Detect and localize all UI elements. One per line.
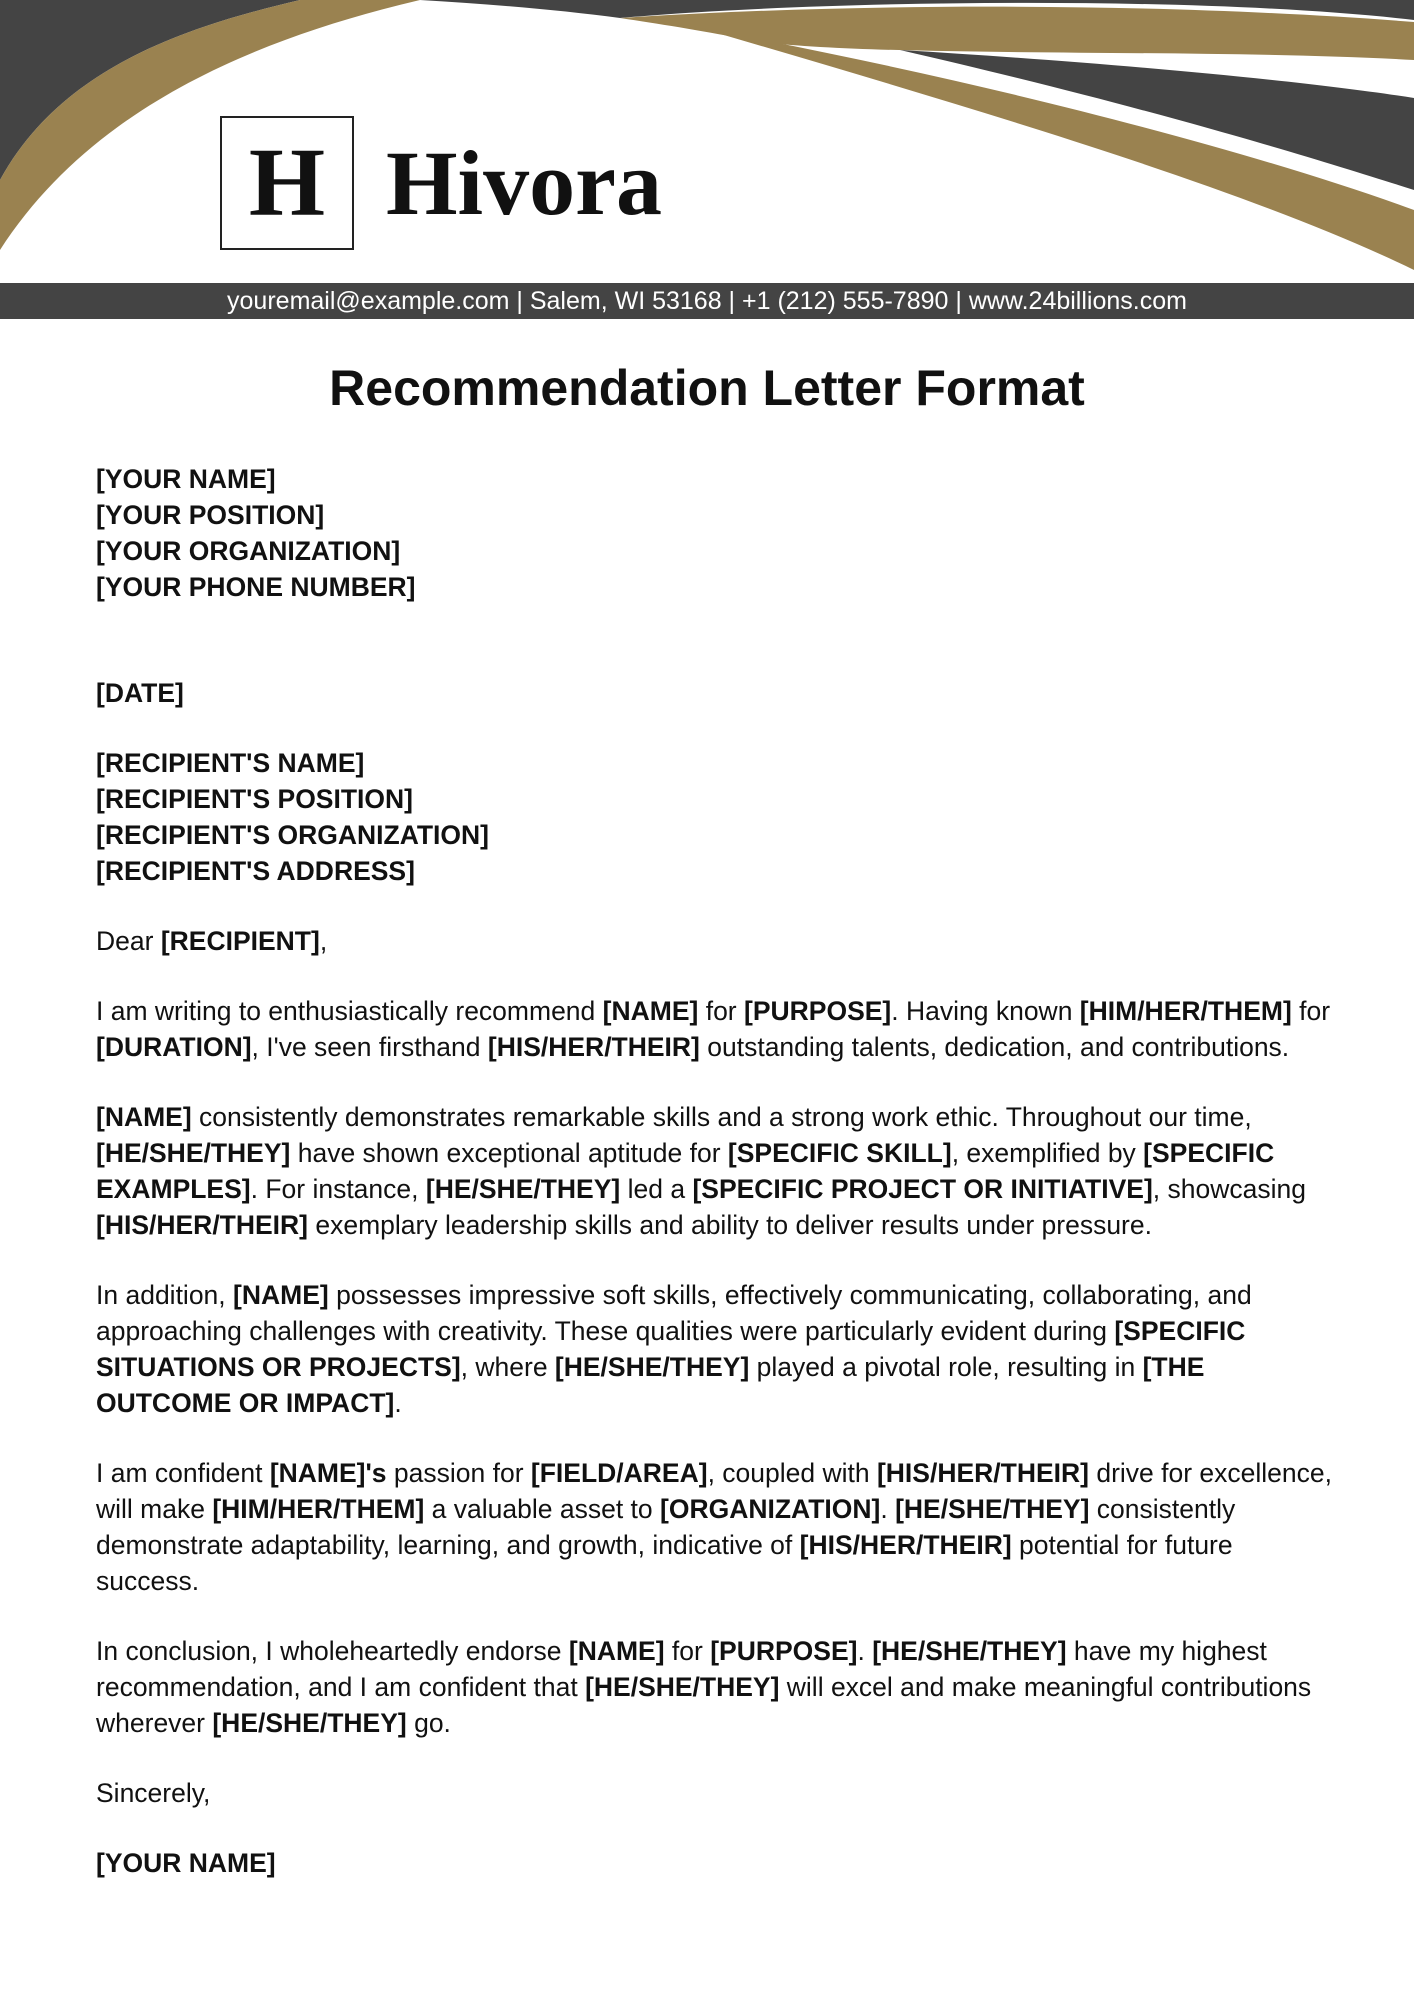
contact-separator: |	[721, 286, 742, 315]
text-run: .	[857, 1636, 873, 1666]
text-run: , coupled with	[707, 1458, 877, 1488]
text-run: , exemplified by	[951, 1138, 1144, 1168]
sender-organization: [YOUR ORGANIZATION]	[96, 536, 401, 566]
logo-letter: H	[248, 129, 326, 237]
text-run: for	[698, 996, 744, 1026]
closing	[96, 1775, 1336, 1811]
header-dark-swoosh-lower	[900, 50, 1414, 190]
placeholder-field: [NAME]	[233, 1280, 329, 1310]
placeholder-field: [NAME]	[96, 1102, 192, 1132]
text-run: will excel and make meaningful contributions wherever	[96, 1672, 1312, 1738]
recipient-block	[96, 745, 1336, 889]
text-run: possesses impressive soft skills, effectively communicating, collaborating, and approaching challenges with creativity. These qualities were particularly evident during	[96, 1280, 1252, 1346]
text-run: led a	[620, 1174, 693, 1204]
text-run: In addition,	[96, 1280, 234, 1310]
placeholder-field: [SPECIFIC PROJECT OR INITIATIVE]	[692, 1174, 1153, 1204]
recipient-position: [RECIPIENT'S POSITION]	[96, 784, 413, 814]
text-run: consistently demonstrate adaptability, learning, and growth, indicative of	[96, 1494, 1236, 1560]
body-paragraph	[96, 1455, 1336, 1599]
recipient-organization: [RECIPIENT'S ORGANIZATION]	[96, 820, 489, 850]
sender-block	[96, 461, 1336, 605]
text-run: drive for excellence, will make	[96, 1458, 1332, 1524]
placeholder-field: [HIS/HER/THEIR]	[487, 1032, 700, 1062]
text-run: outstanding talents, dedication, and contributions.	[699, 1032, 1290, 1062]
contact-separator: |	[948, 286, 969, 315]
placeholder-field: [HIS/HER/THEIR]	[799, 1530, 1012, 1560]
header-gold-swoosh-right	[620, 7, 1414, 60]
body-paragraph	[96, 1633, 1336, 1741]
placeholder-field: [HE/SHE/THEY]	[895, 1494, 1090, 1524]
closing-text: Sincerely,	[96, 1778, 211, 1808]
logo-box	[220, 116, 354, 250]
date-block	[96, 675, 1336, 711]
body-paragraph	[96, 1099, 1336, 1243]
text-run: for	[1291, 996, 1331, 1026]
placeholder-field: [HIM/HER/THEM]	[1079, 996, 1292, 1026]
salutation	[96, 923, 1336, 959]
placeholder-field: [HE/SHE/THEY]	[96, 1138, 291, 1168]
text-run: played a pivotal role, resulting in	[749, 1352, 1143, 1382]
text-run: have shown exceptional aptitude for	[290, 1138, 728, 1168]
sender-name: [YOUR NAME]	[96, 464, 276, 494]
brand-name: Hivora	[386, 132, 662, 234]
signature-name: [YOUR NAME]	[96, 1848, 276, 1878]
placeholder-field: [ORGANIZATION]	[660, 1494, 881, 1524]
contact-location: Salem, WI 53168	[529, 286, 722, 315]
placeholder-field: [HE/SHE/THEY]	[425, 1174, 621, 1204]
placeholder-field: [PURPOSE]	[710, 1636, 858, 1666]
contact-website: www.24billions.com	[968, 286, 1187, 315]
recipient-address: [RECIPIENT'S ADDRESS]	[96, 856, 415, 886]
sender-position: [YOUR POSITION]	[96, 500, 325, 530]
text-run: a valuable asset to	[424, 1494, 661, 1524]
placeholder-field: [NAME]'s	[269, 1458, 387, 1488]
placeholder-field: [HE/SHE/THEY]	[872, 1636, 1067, 1666]
text-run: go.	[406, 1708, 451, 1738]
placeholder-field: [SPECIFIC SITUATIONS OR PROJECTS]	[96, 1316, 1246, 1382]
placeholder-field: [SPECIFIC EXAMPLES]	[96, 1138, 1275, 1204]
text-run: Dear	[96, 926, 161, 956]
text-run: I am confident	[96, 1458, 270, 1488]
text-run: .	[880, 1494, 896, 1524]
letter-body	[96, 461, 1336, 1881]
placeholder-field: [DURATION]	[96, 1032, 252, 1062]
text-run: , where	[460, 1352, 555, 1382]
contact-separator: |	[509, 286, 530, 315]
signature-block	[96, 1845, 1336, 1881]
text-run: , showcasing	[1152, 1174, 1306, 1204]
text-run: .	[394, 1388, 402, 1418]
letter-date: [DATE]	[96, 678, 184, 708]
placeholder-field: [HIS/HER/THEIR]	[96, 1210, 308, 1240]
contact-bar	[0, 283, 1414, 319]
text-run: for	[664, 1636, 711, 1666]
recipient-name: [RECIPIENT'S NAME]	[96, 748, 365, 778]
placeholder-field: [HIS/HER/THEIR]	[876, 1458, 1089, 1488]
page-title: Recommendation Letter Format	[329, 360, 1085, 416]
text-run: potential for future success.	[96, 1530, 1233, 1596]
placeholder-field: [NAME]	[602, 996, 699, 1026]
text-run: consistently demonstrates remarkable skills and a strong work ethic. Throughout our time,	[191, 1102, 1252, 1132]
placeholder-field: [HE/SHE/THEY]	[554, 1352, 750, 1382]
placeholder-field: [HE/SHE/THEY]	[585, 1672, 780, 1702]
sender-phone: [YOUR PHONE NUMBER]	[96, 572, 416, 602]
text-run: , I've seen firsthand	[251, 1032, 488, 1062]
placeholder-field: [RECIPIENT]	[160, 926, 320, 956]
placeholder-field: [PURPOSE]	[744, 996, 892, 1026]
body-paragraph	[96, 993, 1336, 1065]
placeholder-field: [NAME]	[568, 1636, 665, 1666]
text-run: . For instance,	[250, 1174, 426, 1204]
placeholder-field: [THE OUTCOME OR IMPACT]	[96, 1352, 1205, 1418]
header-decoration	[0, 0, 1414, 320]
contact-phone: +1 (212) 555-7890	[742, 286, 949, 315]
text-run: have my highest recommendation, and I am confident that	[96, 1636, 1267, 1702]
text-run: ,	[319, 926, 328, 956]
text-run: . Having known	[891, 996, 1080, 1026]
contact-email: youremail@example.com	[227, 286, 510, 315]
placeholder-field: [FIELD/AREA]	[530, 1458, 708, 1488]
text-run: exemplary leadership skills and ability to deliver results under pressure.	[308, 1210, 1152, 1240]
text-run: I am writing to enthusiastically recommend	[96, 996, 603, 1026]
placeholder-field: [SPECIFIC SKILL]	[727, 1138, 952, 1168]
placeholder-field: [HIM/HER/THEM]	[212, 1494, 425, 1524]
text-run: passion for	[386, 1458, 531, 1488]
text-run: In conclusion, I wholeheartedly endorse	[96, 1636, 569, 1666]
placeholder-field: [HE/SHE/THEY]	[212, 1708, 407, 1738]
body-paragraph	[96, 1277, 1336, 1421]
